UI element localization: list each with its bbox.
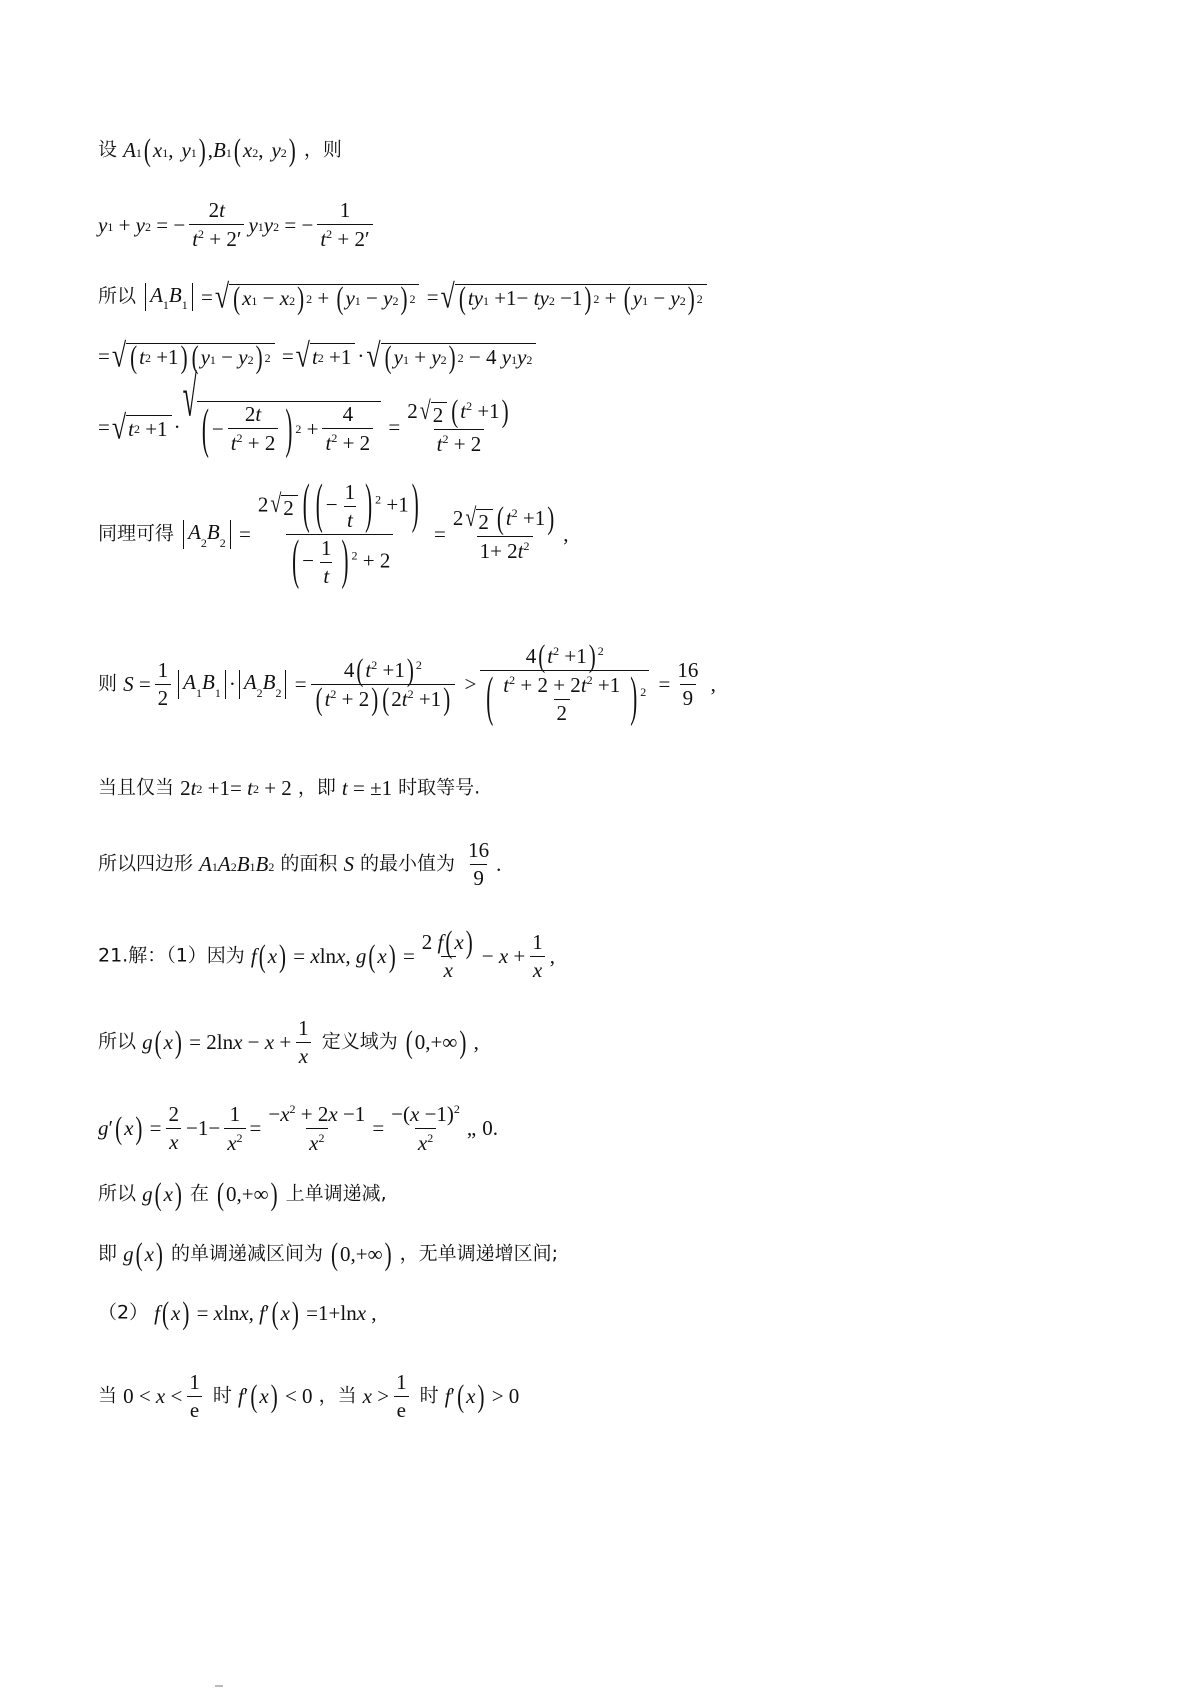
line-set-points bbox=[98, 131, 342, 168]
math: y $_1$ + y $_2$ = − $\frac{2t}{t^2 + 2'}$ y $_1$ y $_2$ = − $\frac{1}{t^2 + 2'}$ bbox=[98, 200, 377, 250]
line-domain bbox=[98, 1018, 479, 1067]
line-vieta bbox=[98, 200, 377, 250]
math: = √ t 2 +1 · √ ( − $\frac{2t}{t^2 + 2}$ ) 2 + $\frac{4}{t^2 + 2}$ = 2 √ 2 $(t^2 +1)$ $t^2 + 2$ bbox=[98, 364, 509, 459]
line-equality bbox=[98, 778, 480, 799]
line-chord-length bbox=[98, 277, 709, 316]
text: 即 bbox=[98, 1242, 118, 1265]
math: f ( x ) = x ln x , g ( x ) = $\frac{2 f(x)}{x}$ − x + $\frac{1}{x}$ , bbox=[250, 923, 555, 982]
math: f ′ ( x ) < 0 bbox=[237, 1377, 313, 1414]
line-chord-length-2 bbox=[98, 336, 538, 375]
math: g ( x ) bbox=[123, 1235, 163, 1272]
text: 当 bbox=[98, 1384, 118, 1407]
math: g ( x ) bbox=[142, 1175, 182, 1212]
math: 2 t 2 +1= t 2 + 2 bbox=[180, 776, 292, 800]
math: f ( x ) = x ln x , f ′ ( x ) =1+ln x , bbox=[154, 1294, 377, 1331]
text: 所以 bbox=[98, 1182, 137, 1205]
math: A $_1$ A $_2$ B $_1$ B $_2$ bbox=[199, 852, 275, 876]
math: f ′ ( x ) > 0 bbox=[444, 1377, 520, 1414]
text: 时 bbox=[212, 1384, 232, 1407]
math: S bbox=[343, 852, 354, 876]
text: ，当 bbox=[318, 1384, 357, 1407]
math: x > $\frac{1}{e}$ bbox=[363, 1372, 414, 1421]
text: 上单调递减, bbox=[285, 1182, 387, 1205]
line-derivative bbox=[98, 1103, 498, 1154]
math: ( 0,+∞ ) bbox=[331, 1235, 392, 1272]
text: 所以 bbox=[98, 285, 137, 308]
page-mark bbox=[215, 1685, 223, 1687]
math: ( 0,+∞ ) bbox=[217, 1175, 278, 1212]
line-area bbox=[98, 637, 716, 728]
text: 同理可得 bbox=[98, 522, 175, 545]
math: = √ ( t 2 +1 ) ( y $_1$ − y $_2$ ) 2 = √ t 2 +1 · √ ( y $_1$ + y $_2$ ) 2 − 4 y $_1$ y $_2$ bbox=[98, 343, 538, 369]
line-interval bbox=[98, 1235, 559, 1272]
text: 的最小值为 bbox=[360, 852, 456, 875]
math: $\frac{16}{9}$ . bbox=[468, 838, 502, 890]
text: 则 bbox=[98, 672, 118, 695]
math: t = ±1 bbox=[341, 776, 393, 800]
line-min-area bbox=[98, 840, 501, 889]
text: 时 bbox=[419, 1384, 439, 1407]
line-part2 bbox=[98, 1294, 377, 1331]
text: 定义域为 bbox=[321, 1030, 398, 1053]
line-q21-start bbox=[98, 923, 555, 982]
text: 时取等号. bbox=[398, 776, 481, 799]
text: 的面积 bbox=[280, 852, 338, 875]
text: 在 bbox=[189, 1182, 209, 1205]
math: A $_1$ ( x $_1$ , y $_1$ ) , B $_1$ ( x $_2$ , y $_2$ ) bbox=[123, 131, 296, 168]
text: ，则 bbox=[303, 138, 342, 161]
text: ，无单调递增区间; bbox=[399, 1242, 559, 1265]
text: 所以 bbox=[98, 1030, 137, 1053]
text: ，即 bbox=[297, 776, 336, 799]
text: 当且仅当 bbox=[98, 776, 175, 799]
math: $A_2B_2$ = 2 √ 2 ( ( − $\frac{1}{t}$ ) $^2$ +1 ) ( − $\frac{1}{t}$ ) $^2$ + 2 = 2 √ 2 $(t^2 +1)$ $1+ 2t^2$ , bbox=[180, 482, 568, 587]
math: ( 0,+∞ ) , bbox=[405, 1023, 479, 1060]
math: 0. bbox=[482, 1116, 499, 1140]
math: g ′ ( x ) = $\frac{2}{x}$ −1− $\frac{1}{x^2}$ = $\frac{-x^2 + 2x -1}{x^2}$ = $\frac{-(x -1)^2}{x^2}$ „ bbox=[98, 1101, 477, 1155]
text: 的单调递减区间为 bbox=[170, 1242, 323, 1265]
math: $A_1B_1$ = √ ( x $_1$ − x $_2$ ) 2 + ( y $_1$ − y $_2$ ) 2 = √ ( ty $_1$ +1− ty $_2$ −1 ) 2 + ( y $_1$ − y $_2$ ) 2 bbox=[142, 283, 709, 311]
math: S = $\frac{1}{2}$ $A_1B_1$ · $A_2B_2$ = $\frac{4(t^2 +1) ^2}{(t^2 + 2) (2t^2 +1)}$ > $4(t^2 +1)$ $^2$ ( $\frac{t^2 + 2 + 2t^2 +1}{2}$ ) $^2$ = $\frac{16}{9}$ , bbox=[123, 637, 716, 728]
line-sign bbox=[98, 1372, 519, 1421]
line-similar-chord bbox=[98, 472, 569, 591]
line-decreasing bbox=[98, 1175, 387, 1212]
text: 设 bbox=[98, 138, 118, 161]
text: 所以四边形 bbox=[98, 852, 194, 875]
math: 0 < x < $\frac{1}{e}$ bbox=[123, 1372, 207, 1421]
line-chord-length-3 bbox=[98, 364, 518, 459]
math: g ( x ) = 2ln x − x + $\frac{1}{x}$ bbox=[142, 1018, 316, 1067]
text: （2） bbox=[98, 1301, 149, 1324]
text: 21.解：（1）因为 bbox=[98, 944, 245, 967]
